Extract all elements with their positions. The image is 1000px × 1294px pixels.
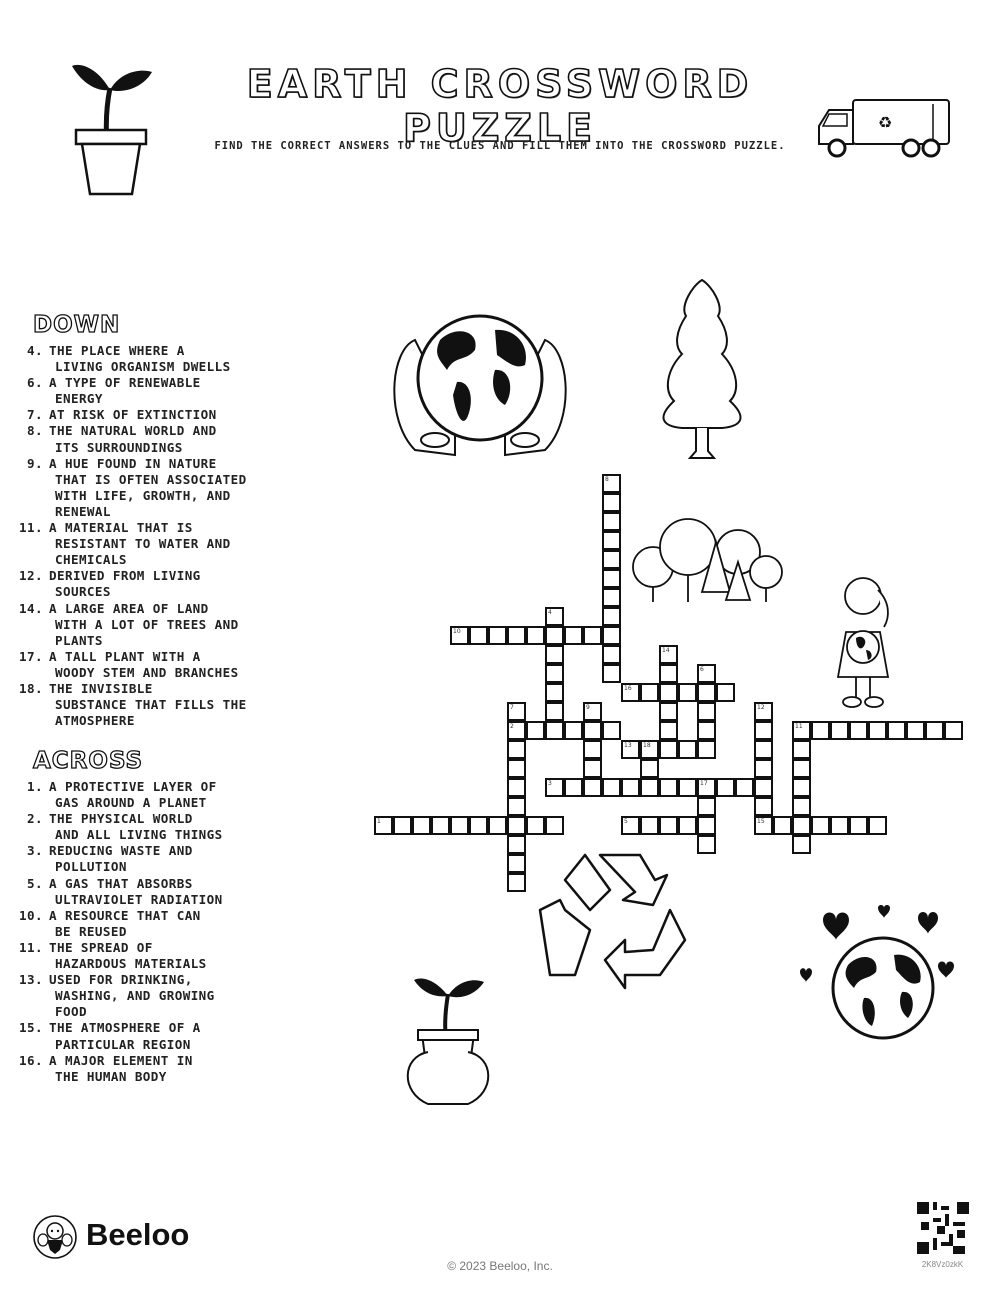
clue-text: POLLUTION [55,859,127,875]
clue-text: FOOD [55,1004,87,1020]
cell-number: 5 [624,818,628,825]
crossword-cell[interactable] [602,626,621,645]
crossword-cell[interactable] [507,778,526,797]
crossword-cell[interactable] [545,607,564,626]
crossword-cell[interactable] [754,740,773,759]
brand-name: Beeloo [86,1217,190,1252]
crossword-cell[interactable] [507,740,526,759]
clue-text: THE NATURAL WORLD AND [49,423,217,439]
trees-illustration [628,512,788,607]
clue-text: A RESOURCE THAT CAN [49,907,201,923]
clue-text: THE INVISIBLE [49,680,153,696]
crossword-cell[interactable] [583,759,602,778]
crossword-cell[interactable] [602,664,621,683]
crossword-cell[interactable] [450,626,469,645]
copyright: © 2023 Beeloo, Inc. [447,1259,553,1273]
crossword-cell[interactable] [469,626,488,645]
clue-text: WITH LIFE, GROWTH, AND [55,487,231,503]
clue-text: A MATERIAL THAT IS [49,520,193,536]
crossword-cell[interactable] [602,512,621,531]
crossword-cell[interactable] [678,816,697,835]
crossword-cell[interactable] [659,664,678,683]
crossword-cell[interactable] [507,873,526,892]
crossword-cell[interactable] [602,474,621,493]
crossword-cell[interactable] [792,816,811,835]
crossword-cell[interactable] [697,835,716,854]
clue-text: A TYPE OF RENEWABLE [49,375,201,391]
crossword-cell[interactable] [469,816,488,835]
crossword-cell[interactable] [716,683,735,702]
clue-text: THE SPREAD OF [49,939,153,955]
crossword-cell[interactable] [545,626,564,645]
clue-text: A PROTECTIVE LAYER OF [49,779,217,794]
clue-number: 5. [27,875,43,891]
cell-number: 16 [624,685,632,692]
crossword-cell[interactable] [697,740,716,759]
crossword-cell[interactable] [849,721,868,740]
crossword-cell[interactable] [507,759,526,778]
crossword-cell[interactable] [792,740,811,759]
cell-number: 2 [510,723,514,730]
crossword-cell[interactable] [830,721,849,740]
crossword-cell[interactable] [545,778,564,797]
crossword-cell[interactable] [754,759,773,778]
clue-text: RESISTANT TO WATER AND [55,536,231,552]
clue-text: GAS AROUND A PLANET [55,795,207,811]
crossword-cell[interactable] [697,702,716,721]
across-clue [18,940,223,972]
crossword-cell[interactable] [621,740,640,759]
cell-number: 3 [548,780,552,787]
down-clue [18,343,247,375]
crossword-cell[interactable] [678,740,697,759]
across-clue [18,843,223,875]
across-clue [18,1020,223,1052]
cell-number: 1 [377,818,381,825]
crossword-cell[interactable] [906,721,925,740]
clue-number: 16. [19,1052,43,1068]
crossword-cell[interactable] [507,721,526,740]
crossword-cell[interactable] [526,816,545,835]
clue-text: THE HUMAN BODY [55,1068,167,1084]
crossword-cell[interactable] [583,778,602,797]
cell-number: 7 [510,704,514,711]
crossword-cell[interactable] [621,816,640,835]
crossword-cell[interactable] [621,778,640,797]
across-heading: ACROSS [33,748,144,774]
crossword-cell[interactable] [640,778,659,797]
clue-text: AT RISK OF EXTINCTION [49,407,217,423]
clue-text: REDUCING WASTE AND [49,843,193,859]
clue-number: 1. [27,779,43,794]
crossword-cell[interactable] [431,816,450,835]
clue-number: 11. [19,939,43,955]
clue-text: A TALL PLANT WITH A [49,648,201,664]
clue-text: ENERGY [55,391,103,407]
clue-text: A MAJOR ELEMENT IN [49,1052,193,1068]
crossword-cell[interactable] [602,645,621,664]
crossword-cell[interactable] [602,531,621,550]
clue-number: 7. [27,407,43,423]
qr-code [917,1202,969,1254]
crossword-cell[interactable] [507,626,526,645]
clue-number: 3. [27,843,43,859]
crossword-cell[interactable] [583,740,602,759]
crossword-cell[interactable] [868,721,887,740]
clue-text: AND ALL LIVING THINGS [55,827,223,843]
across-clue [18,908,223,940]
clue-number: 14. [19,600,43,616]
crossword-cell[interactable] [754,778,773,797]
cell-number: 9 [586,704,590,711]
crossword-cell[interactable] [545,664,564,683]
crossword-cell[interactable] [507,835,526,854]
crossword-cell[interactable] [792,797,811,816]
crossword-cell[interactable] [507,797,526,816]
crossword-cell[interactable] [545,683,564,702]
crossword-cell[interactable] [659,778,678,797]
down-clue [18,649,247,681]
crossword-cell[interactable] [602,569,621,588]
clue-text: SUBSTANCE THAT FILLS THE [55,697,247,713]
crossword-cell[interactable] [545,816,564,835]
crossword-cell[interactable] [374,816,393,835]
crossword-cell[interactable] [602,721,621,740]
crossword-cell[interactable] [754,797,773,816]
crossword-cell[interactable] [792,835,811,854]
earth-with-hearts-illustration [798,900,963,1040]
crossword-cell[interactable] [602,588,621,607]
cell-number: 10 [453,628,461,635]
clue-number: 6. [27,375,43,391]
crossword-cell[interactable] [507,816,526,835]
clue-number: 10. [19,907,43,923]
crossword-cell[interactable] [697,778,716,797]
crossword-cell[interactable] [659,702,678,721]
crossword-cell[interactable] [602,493,621,512]
down-heading: DOWN [33,312,121,338]
crossword-cell[interactable] [412,816,431,835]
across-clue [18,779,223,811]
crossword-cell[interactable] [621,683,640,702]
clue-number: 8. [27,423,43,439]
crossword-cell[interactable] [773,816,792,835]
across-clues [18,779,223,1085]
crossword-cell[interactable] [735,778,754,797]
cell-number: 14 [662,647,670,654]
crossword-cell[interactable] [526,721,545,740]
clue-text: HAZARDOUS MATERIALS [55,956,207,972]
clue-text: A GAS THAT ABSORBS [49,875,193,891]
down-clue [18,375,247,407]
crossword-cell[interactable] [792,721,811,740]
clue-text: THAT IS OFTEN ASSOCIATED [55,471,247,487]
down-clue [18,423,247,455]
clue-number: 15. [19,1020,43,1036]
crossword-cell[interactable] [811,816,830,835]
clue-text: PARTICULAR REGION [55,1036,191,1052]
clue-text: A LARGE AREA OF LAND [49,600,209,616]
cell-number: 18 [643,742,651,749]
crossword-cell[interactable] [640,816,659,835]
crossword-cell[interactable] [488,626,507,645]
clue-number: 2. [27,811,43,827]
clue-text: BE REUSED [55,923,127,939]
clue-number: 11. [19,520,43,536]
crossword-cell[interactable] [564,626,583,645]
pine-tree-illustration [652,276,752,461]
plant-in-hands-illustration [398,972,498,1112]
clue-number: 13. [19,972,43,988]
beeloo-bee-logo-icon [32,1214,78,1260]
cell-number: 17 [700,780,708,787]
crossword-cell[interactable] [697,816,716,835]
down-clue [18,681,247,729]
clue-text: WITH A LOT OF TREES AND [55,616,239,632]
clue-number: 12. [19,568,43,584]
across-clue [18,811,223,843]
crossword-cell[interactable] [944,721,963,740]
crossword-cell[interactable] [602,778,621,797]
crossword-cell[interactable] [564,778,583,797]
clue-text: PLANTS [55,632,103,648]
crossword-cell[interactable] [545,721,564,740]
instructions: FIND THE CORRECT ANSWERS TO THE CLUES AND FILL THEM INTO THE CROSSWORD PUZZLE. [214,140,786,152]
down-clue [18,456,247,520]
worksheet-code: 2K8Vz0zkK [921,1260,964,1269]
crossword-cell[interactable] [678,778,697,797]
crossword-cell[interactable] [545,702,564,721]
across-clue [18,972,223,1020]
crossword-cell[interactable] [830,816,849,835]
svg-text:♻: ♻ [877,113,893,132]
crossword-cell[interactable] [697,721,716,740]
crossword-cell[interactable] [697,683,716,702]
across-clue [18,1053,223,1085]
crossword-cell[interactable] [754,721,773,740]
down-clue [18,520,247,568]
clue-text: ITS SURROUNDINGS [55,439,183,455]
crossword-cell[interactable] [602,550,621,569]
across-clue [18,876,223,908]
clue-text: THE ATMOSPHERE OF A [49,1020,201,1036]
down-clue [18,407,247,423]
cell-number: 11 [795,723,803,730]
clue-number: 9. [27,455,43,471]
cell-number: 8 [605,476,609,483]
recycle-symbol-illustration [535,850,690,990]
crossword-cell[interactable] [678,683,697,702]
clue-text: THE PLACE WHERE A [49,343,185,358]
crossword-cell[interactable] [602,607,621,626]
clue-text: USED FOR DRINKING, [49,972,193,988]
crossword-cell[interactable] [659,816,678,835]
crossword-cell[interactable] [583,702,602,721]
crossword-cell[interactable] [526,626,545,645]
clue-number: 17. [19,648,43,664]
crossword-cell[interactable] [925,721,944,740]
clue-text: DERIVED FROM LIVING [49,568,201,584]
crossword-cell[interactable] [754,702,773,721]
clue-text: A HUE FOUND IN NATURE [49,455,217,471]
earth-in-hands-illustration [385,300,575,465]
crossword-cell[interactable] [583,626,602,645]
garbage-truck-illustration [815,96,955,161]
cell-number: 6 [700,666,704,673]
crossword-cell[interactable] [488,816,507,835]
crossword-cell[interactable] [792,778,811,797]
clue-text: RENEWAL [55,503,111,519]
crossword-cell[interactable] [716,778,735,797]
cell-number: 12 [757,704,765,711]
crossword-cell[interactable] [868,816,887,835]
down-clue [18,601,247,649]
crossword-cell[interactable] [450,816,469,835]
crossword-cell[interactable] [659,683,678,702]
crossword-cell[interactable] [545,645,564,664]
crossword-cell[interactable] [507,702,526,721]
down-clue [18,568,247,600]
crossword-cell[interactable] [792,759,811,778]
cell-number: 15 [757,818,765,825]
clue-text: ATMOSPHERE [55,713,135,729]
down-clues [18,343,247,729]
clue-text: WASHING, AND GROWING [55,988,215,1004]
cell-number: 4 [548,609,552,616]
cell-number: 13 [624,742,632,749]
crossword-cell[interactable] [659,721,678,740]
crossword-cell[interactable] [640,740,659,759]
crossword-cell[interactable] [393,816,412,835]
crossword-cell[interactable] [811,721,830,740]
crossword-cell[interactable] [583,721,602,740]
clue-text: LIVING ORGANISM DWELLS [55,359,231,375]
clue-number: 18. [19,680,43,696]
crossword-cell[interactable] [697,664,716,683]
girl-holding-earth-illustration [828,572,898,712]
clue-number: 4. [27,343,43,358]
plant-pot-illustration [60,58,160,198]
crossword-cell[interactable] [659,740,678,759]
clue-text: THE PHYSICAL WORLD [49,811,193,827]
crossword-cell[interactable] [754,816,773,835]
crossword-cell[interactable] [887,721,906,740]
crossword-cell[interactable] [697,797,716,816]
crossword-cell[interactable] [564,721,583,740]
crossword-cell[interactable] [507,854,526,873]
clue-text: SOURCES [55,584,111,600]
clue-text: CHEMICALS [55,552,127,568]
page-title: EARTH CROSSWORD PUZZLE [246,62,754,150]
crossword-cell[interactable] [640,683,659,702]
crossword-cell[interactable] [659,645,678,664]
clue-text: ULTRAVIOLET RADIATION [55,891,223,907]
crossword-cell[interactable] [849,816,868,835]
clue-text: WOODY STEM AND BRANCHES [55,664,239,680]
crossword-cell[interactable] [640,759,659,778]
